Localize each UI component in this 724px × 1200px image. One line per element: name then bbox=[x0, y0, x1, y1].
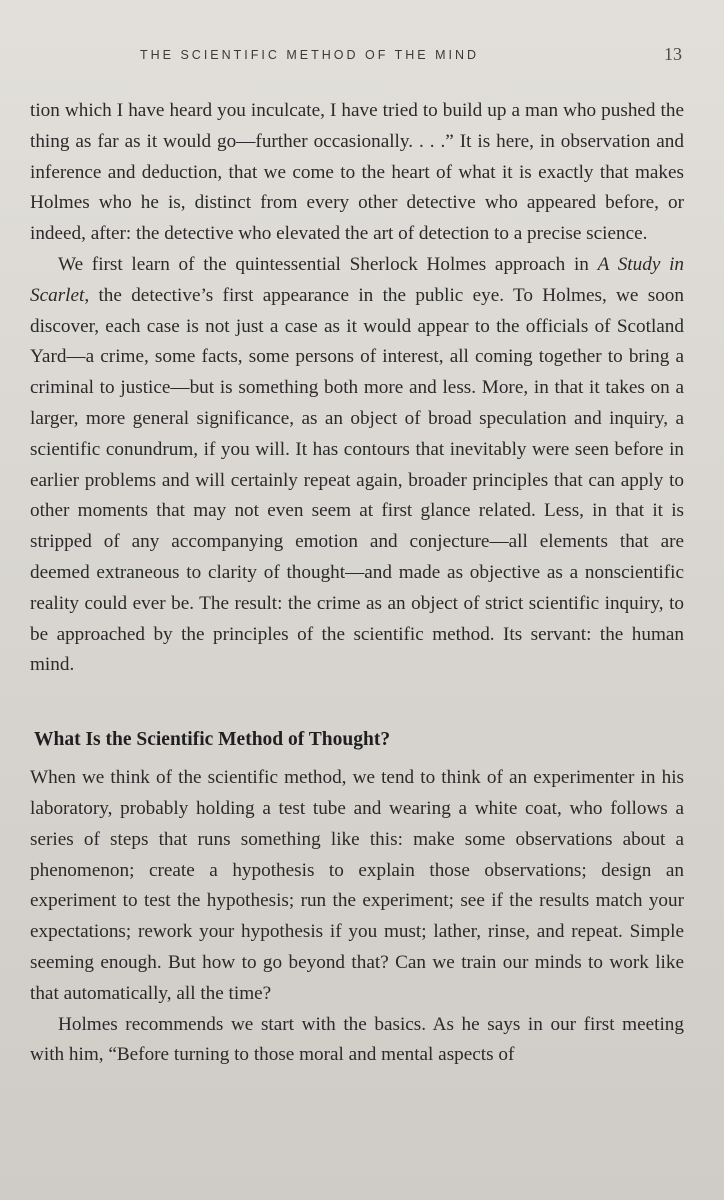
section-heading: What Is the Scientific Method of Thought? bbox=[34, 729, 391, 751]
section-paragraph-1: When we think of the scientific method, we tend to think of an experimenter in his laboratory, probably holding a test tube and wearing a white coat, who follows a series of steps that runs something like this: make some observations about a phenomenon; create a hypothesis to explain those observations; design an experiment to test the hypothesis; run the experiment; see if the results match your expectations; rework your hypothesis if you must; lather, rinse, and repeat. Simple seeming enough. But how to go beyond that? Can we train our minds to work like that automatically, all the time? bbox=[30, 767, 684, 1004]
paragraph-1: tion which I have heard you inculcate, I have tried to build up a man who pushed the thing as far as it would go—further occasionally. . . .” It is here, in observation and inference and deduction, that we come to the heart of what it is exactly that makes Holmes who he is, distinct from every other detective who appeared before, or indeed, after: the detective who elevated the art of detection to a precise science. bbox=[30, 100, 684, 245]
running-head: THE SCIENTIFIC METHOD OF THE MIND bbox=[140, 48, 480, 62]
paragraph-2-rest: , the detective’s first appearance in the public eye. To Holmes, we soon discover, each case is not just a case as it would appear to the officials of Scotland Yard—a crime, some facts, some persons of interest, all coming together to bring a criminal to justice—but is something both more and less. More, in that it takes on a larger, more general significance, as an object of broad speculation and inquiry, a scientific conundrum, if you will. It has contours that inevitably were seen before in earlier problems and will certainly repeat again, broader principles that can apply to other moments that may not even seem at first glance related. Less, in that it is stripped of any accompanying emotion and conjecture—all elements that are deemed extraneous to clarity of thought—and made as objective as a nonscientific reality could ever be. The result: the crime as an object of strict scientific inquiry, to be approached by the principles of the scientific method. Its servant: the human mind. bbox=[30, 284, 684, 676]
paragraph-2 bbox=[30, 250, 684, 681]
book-title: A Study in Scarlet bbox=[30, 253, 684, 306]
section-paragraph-2: Holmes recommends we start with the basics. As he says in our first meeting with him, “Before turning to those moral and mental aspects of bbox=[30, 1013, 684, 1066]
paragraph-2-lead: We first learn of the quintessential Sherlock Holmes approach in bbox=[58, 253, 598, 275]
page-number: 13 bbox=[664, 44, 682, 64]
body-text bbox=[30, 96, 684, 1071]
